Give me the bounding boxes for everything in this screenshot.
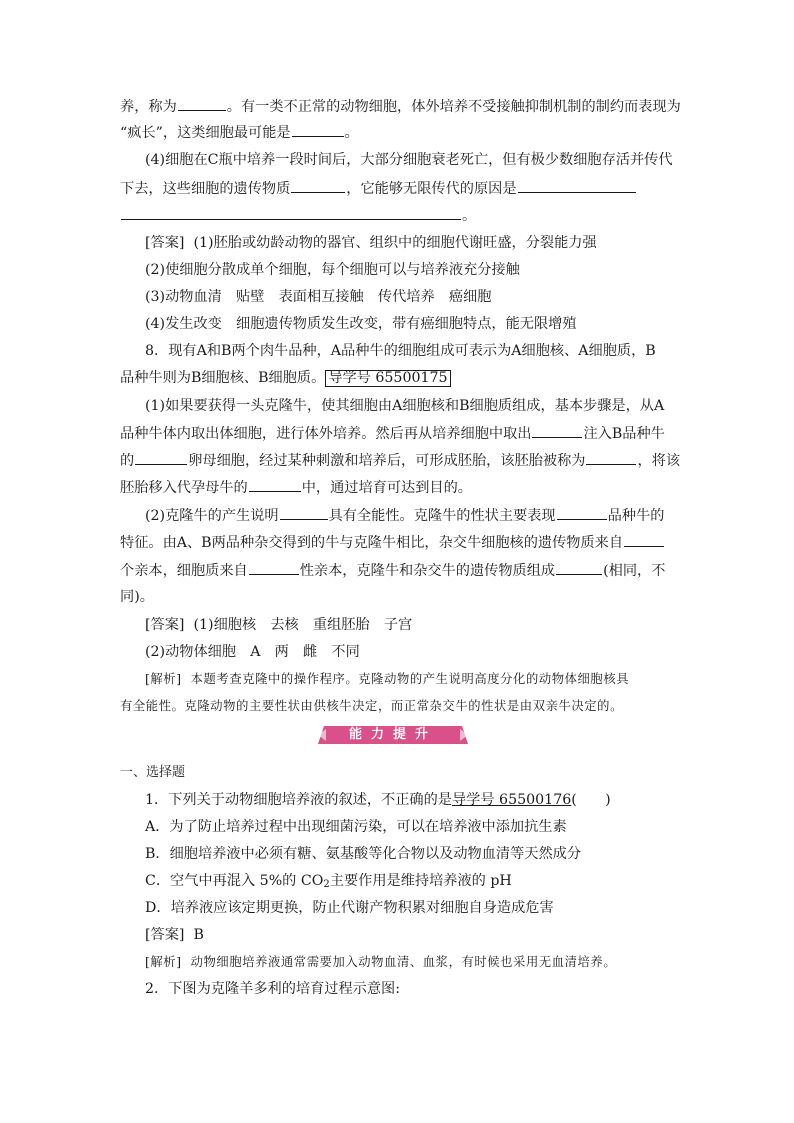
answer-tag: [答案] (145, 927, 185, 943)
answer-line: [答案] (1)胚胎或幼龄动物的器官、组织中的细胞代谢旺盛，分裂能力强 (145, 235, 597, 251)
text-line: 养，称为 。有一类不正常的动物细胞，体外培养不受接触抑制机制的制约而表现为 (120, 96, 680, 117)
text-line: 同)。 (120, 589, 154, 605)
text-line: 胚胎移入代孕母牛的 中，通过培育可达到目的。 (120, 477, 680, 498)
answer-blank (586, 450, 636, 465)
answer-line: (3)动物血清 贴壁 表面相互接触 传代培养 癌细胞 (145, 289, 492, 305)
option-b: B．细胞培养液中必须有糖、氨基酸等化合物以及动物血清等天然成分 (145, 846, 582, 862)
text-line: 的 卵母细胞，经过某种刺激和培养后，可形成胚胎，该胚胎被称为 ，将该 (120, 450, 680, 471)
option-a: A．为了防止培养过程中出现细菌污染，可以在培养液中添加抗生素 (145, 819, 567, 835)
answer-line: [答案] B (145, 927, 204, 943)
option-c: C．空气中再混入 5%的 $CO_2$主要作用是维持培养液的 pH (145, 873, 512, 890)
text-line: “疯长”，这类细胞最可能是 。 (120, 122, 680, 143)
text-line: 品种牛则为B细胞核、B细胞质。 导学号 65500175 (120, 368, 680, 388)
text-line: (1)如果要获得一头克隆牛，使其细胞由A细胞核和B细胞质组成，基本步骤是，从A (145, 398, 665, 414)
text-line: 个亲本，细胞质来自 性亲本，克隆牛和杂交牛的遗传物质组成 (相同，不 (120, 560, 680, 581)
answer-blank (532, 423, 582, 438)
answer-tag: [答案] (145, 617, 185, 633)
question-8: 8．现有A和B两个肉牛品种，A品种牛的细胞组成可表示为A细胞核、A细胞质，B (145, 343, 656, 359)
answer-line: [答案] (1)细胞核 去核 重组胚胎 子宫 (145, 617, 413, 633)
answer-blank (557, 505, 607, 520)
banner-title: 能力提升 (348, 727, 437, 742)
answer-blank (249, 477, 301, 492)
answer-blank (121, 205, 461, 220)
answer-line: (2)动物体细胞 A 两 雌 不同 (145, 644, 360, 660)
section-banner (318, 726, 468, 744)
text-line: (2)克隆牛的产生说明 具有全能性。克隆牛的性状主要表现 品种牛的 (145, 505, 680, 526)
answer-blank (249, 560, 299, 575)
answer-tag: [答案] (145, 235, 185, 251)
question-1: 1．下列关于动物细胞培养液的叙述，不正确的是导学号 65500176( ) (145, 792, 611, 808)
answer-blank (291, 178, 345, 193)
text-line: 特征。由A、B两品种杂交得到的牛与克隆牛相比，杂交牛细胞核的遗传物质来自 (120, 532, 680, 553)
text-line: 下去，这些细胞的遗传物质 ，它能够无限传代的原因是 (120, 178, 680, 199)
answer-blank (292, 122, 344, 137)
answer-blank (280, 505, 328, 520)
text-line: (4)细胞在C瓶中培养一段时间后，大部分细胞衰老死亡，但有极少数细胞存活并传代 (145, 152, 673, 168)
section-title: 一、选择题 (120, 765, 186, 780)
answer-blank (518, 178, 636, 193)
analysis-tag: [解析] (145, 955, 182, 969)
analysis-tag: [解析] (145, 672, 182, 686)
analysis-line: [解析] 本题考查克隆中的操作程序。克隆动物的产生说明高度分化的动物体细胞核具 (145, 672, 630, 686)
option-d: D．培养液应该定期更换，防止代谢产物积累对细胞自身造成危害 (145, 900, 554, 916)
question-code: 导学号 65500175 (325, 370, 450, 387)
answer-blank (556, 560, 602, 575)
analysis-line: 有全能性。克隆动物的主要性状由供核牛决定，而正常杂交牛的性状是由双亲牛决定的。 (120, 699, 623, 713)
answer-line: (4)发生改变 细胞遗传物质发生改变，带有癌细胞特点，能无限增殖 (145, 316, 577, 332)
answer-line: (2)使细胞分散成单个细胞，每个细胞可以与培养液充分接触 (145, 262, 520, 278)
text-line: 品种牛体内取出体细胞，进行体外培养。然后再从培养细胞中取出 注入B品种牛 (120, 423, 680, 444)
analysis-line: [解析] 动物细胞培养液通常需要加入动物血清、血浆，有时候也采用无血清培养。 (145, 955, 617, 969)
answer-blank (178, 96, 226, 111)
answer-blank (624, 532, 664, 547)
text-line: 。 (120, 205, 680, 226)
answer-blank (135, 450, 187, 465)
question-code: 导学号 65500176 (451, 792, 572, 808)
question-2: 2．下图为克隆羊多利的培育过程示意图: (145, 981, 400, 997)
